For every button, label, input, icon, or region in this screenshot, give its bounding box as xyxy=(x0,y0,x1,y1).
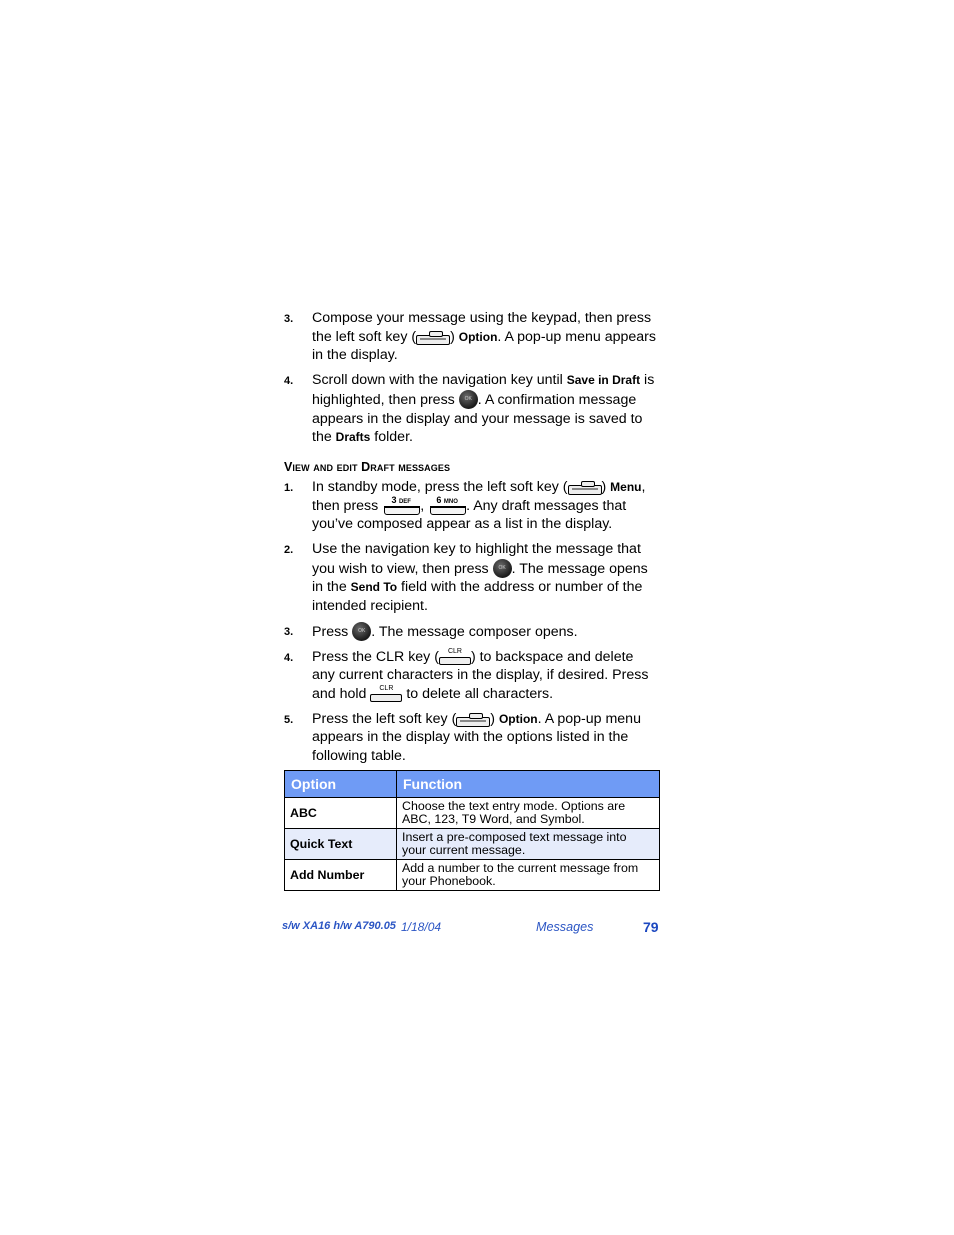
left-soft-key-icon xyxy=(568,482,602,495)
table-header-row xyxy=(285,771,660,798)
option-cell: ABC xyxy=(285,798,397,829)
left-soft-key-icon xyxy=(456,714,490,727)
step-number: 3. xyxy=(284,313,294,325)
send-to-label: Send To xyxy=(350,580,398,595)
save-in-draft-label: Save in Draft xyxy=(566,373,641,388)
step-number: 3. xyxy=(284,625,294,638)
ok-key-icon: OK xyxy=(493,559,512,578)
options-table xyxy=(284,770,660,891)
table-row xyxy=(285,829,660,860)
three-key-icon: 3 DEF xyxy=(382,497,420,514)
step-option-menu: 5. Press the left soft key ( ) Option. A pop-up menu appears in the display with the options listed in the following table. xyxy=(284,710,641,765)
function-cell: Insert a pre-composed text message into your current message. xyxy=(397,829,660,860)
footer-version: s/w XA16 h/w A790.05 xyxy=(282,920,396,932)
function-cell: Add a number to the current message from your Phonebook. xyxy=(397,860,660,891)
ok-key-icon: OK xyxy=(352,622,371,641)
menu-label: Menu xyxy=(610,479,642,494)
option-cell: Quick Text xyxy=(285,829,397,860)
table-row xyxy=(285,860,660,891)
step-number: 5. xyxy=(284,713,294,726)
table-row xyxy=(285,798,660,829)
function-cell: Choose the text entry mode. Options are ABC, 123, T9 Word, and Symbol. xyxy=(397,798,660,829)
step-number: 2. xyxy=(284,544,294,557)
option-label: Option xyxy=(458,329,498,344)
instructions xyxy=(284,309,660,766)
footer-date: 1/18/04 xyxy=(401,920,442,934)
step-number: 1. xyxy=(284,481,294,494)
step-clr: 4. Press the CLR key ( CLR ) to backspace and delete any current characters in the display, if desired. Press and hold CLR to delete all characters. xyxy=(284,647,649,702)
option-label: Option xyxy=(498,711,538,726)
clr-key-icon: CLR xyxy=(439,650,471,665)
drafts-label: Drafts xyxy=(335,430,371,445)
clr-key-icon: CLR xyxy=(370,687,402,702)
step-number: 4. xyxy=(284,651,294,664)
step-number: 4. xyxy=(284,375,294,388)
footer-chapter: Messages xyxy=(536,920,594,934)
column-header-function: Function xyxy=(397,771,660,798)
ok-key-icon: OK xyxy=(459,390,478,409)
step-standby: 1. In standby mode, press the left soft key ( ) Menu, then press 3 DEF , 6 MNO . Any draft messages that you’ve composed appear as a list in the display. xyxy=(284,478,646,533)
step-press-ok: 3. Press OK . The message composer opens. xyxy=(284,623,578,640)
step-highlight-message: 2. Use the navigation key to highlight the message that you wish to view, then press OK . The message opens in the Send To field with the address or number of the intended recipient. xyxy=(284,541,648,615)
six-key-icon: 6 MNO xyxy=(428,497,466,514)
option-cell: Add Number xyxy=(285,860,397,891)
left-soft-key-icon xyxy=(416,332,450,345)
page-number: 79 xyxy=(643,919,659,935)
section-title: View and edit Draft messages xyxy=(284,459,451,474)
step-save-draft: 4. Scroll down with the navigation key until Save in Draft is highlighted, then press OK . A confirmation message appears in the display and your message is saved to the Drafts folder. xyxy=(284,372,655,446)
step-compose: 3. Compose your message using the keypad, then press the left soft key ( ) Option. A pop-up menu appears in the display. xyxy=(284,310,656,364)
column-header-option: Option xyxy=(285,771,397,798)
